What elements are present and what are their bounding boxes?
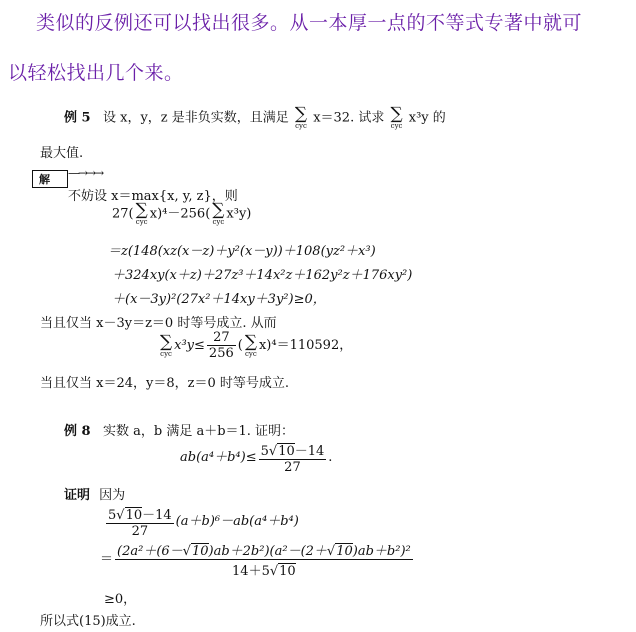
- example5-stmt-a: 设 x，y，z 是非负实数，且满足: [102, 110, 289, 126]
- summation-symbol: ∑ cyc: [244, 331, 257, 358]
- fraction: $\frac{\text{(2a²＋(6－√10)ab＋2b²)(a²－(2＋√10)ab＋b²)²}}{14+5√10}$: [115, 540, 413, 579]
- summation-symbol: ∑ cyc: [390, 104, 403, 130]
- solution-line-3: ＝z(148(xz(x－z)＋y²(x－y))＋108(yz²＋x³): [108, 244, 376, 259]
- summation-symbol: ∑ cyc: [212, 200, 225, 226]
- intro-line-1: 类似的反例还可以找出很多。从一本厚一点的不等式专著中就可: [36, 12, 583, 34]
- proof-line-3: ≥0，: [104, 592, 137, 607]
- fraction: $\frac{5√10-14}{27}$: [106, 504, 174, 539]
- example5-stmt-c: x³y 的: [408, 110, 446, 126]
- solution-line-6: 当且仅当 x－3y＝z＝0 时等号成立. 从而: [40, 316, 277, 331]
- solution-line-1: 不妨设 x＝max{x, y, z}，则: [68, 189, 238, 204]
- fraction: $\frac{5√10-14}{27}$: [259, 440, 327, 475]
- fraction: $\frac{27}{256}$: [208, 330, 234, 361]
- example5-label: 例 5: [64, 110, 91, 126]
- summation-symbol: ∑ cyc: [160, 331, 173, 358]
- proof-conclusion: 所以式(15)成立.: [40, 614, 136, 629]
- example5-statement: [64, 106, 446, 130]
- summation-symbol: ∑ cyc: [294, 104, 308, 130]
- solution-line-5: ＋(x－3y)²(27x²＋14xy＋3y²)≥0，: [112, 292, 326, 307]
- solution-line-8: 当且仅当 x＝24，y＝8，z＝0 时等号成立.: [40, 376, 290, 391]
- example8-label: 例 8: [64, 424, 91, 439]
- arrow-decoration-icon: —→→→: [68, 166, 103, 180]
- summation-symbol: ∑ cyc: [135, 200, 148, 226]
- example8-statement: 例 8 实数 a，b 满足 a＋b＝1. 证明：: [64, 424, 295, 439]
- solution-line-2: 27( ∑ cyc x)⁴－256( ∑ cyc x³y): [112, 200, 252, 226]
- proof-line-1: $\frac{5√10-14}{27}$ (a＋b)⁶－ab(a⁴＋b⁴): [104, 504, 299, 539]
- example5-stmt-d: 最大值.: [40, 146, 84, 161]
- proof-heading: 证明 因为: [64, 488, 126, 503]
- example5-stmt-b: x＝32. 试求: [313, 110, 385, 126]
- intro-line-2: 以轻松找出几个来。: [8, 62, 184, 84]
- example8-inequality: ab(a⁴＋b⁴)≤ $\frac{5√10-14}{27}$ .: [180, 440, 332, 475]
- proof-line-2: ＝ $\frac{\text{(2a²＋(6－√10)ab＋2b²)(a²－(2＋√10)ab＋b²)²}}{14+5√10}$: [100, 540, 415, 579]
- solution-line-4: ＋324xy(x＋z)＋27z³＋14x²z＋162y²z＋176xy²): [112, 268, 413, 283]
- solution-line-7: ∑ cyc x³y≤ $\frac{27}{256}$ ( ∑ cyc x)⁴＝110592，: [160, 330, 353, 361]
- solution-box-icon: 解: [32, 170, 68, 188]
